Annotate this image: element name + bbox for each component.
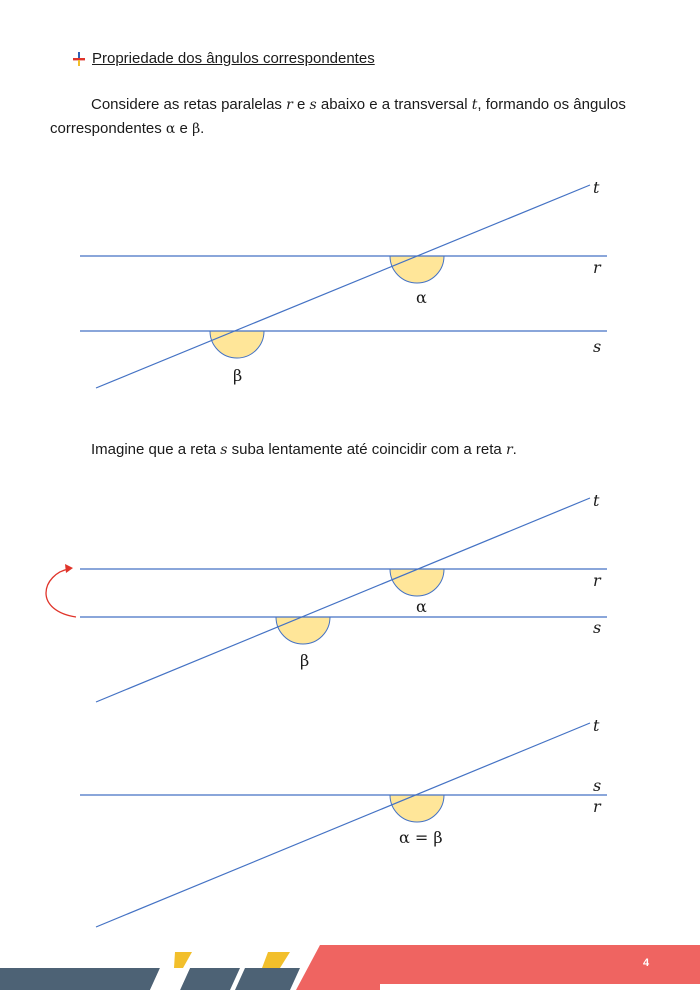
angle-beta-sector — [276, 617, 330, 644]
label-r: r — [593, 571, 601, 590]
text-run: abaixo e a transversal — [316, 96, 472, 113]
colored-pin-icon — [72, 52, 86, 66]
math-alpha: α — [165, 121, 176, 137]
text-run: . — [512, 441, 517, 458]
line-t — [96, 723, 590, 927]
math-s: s — [220, 442, 228, 458]
math-t: t — [471, 97, 478, 113]
figure-coincident-lines — [0, 710, 700, 935]
text-run: . — [200, 120, 205, 137]
math-r: r — [286, 97, 293, 113]
label-beta: β — [233, 366, 243, 385]
text-run: Imagine que a reta — [91, 441, 221, 458]
text-run: suba lentamente até coincidir com a reta — [227, 441, 506, 458]
line-t — [96, 498, 590, 702]
math-beta: β — [192, 121, 201, 137]
math-r: r — [505, 442, 513, 458]
text-run: Considere as retas paralelas — [91, 96, 287, 113]
footer-decoration — [0, 930, 700, 990]
intro-paragraph — [50, 93, 660, 141]
angle-alpha-sector — [390, 569, 444, 596]
figure-parallel-lines — [0, 170, 700, 400]
label-t: t — [593, 491, 600, 510]
label-t: t — [593, 178, 600, 197]
label-s: s — [593, 776, 602, 795]
label-t: t — [593, 716, 600, 735]
angle-equal-sector — [390, 795, 444, 822]
label-alpha: α — [416, 597, 427, 616]
label-alpha-equals-beta: α = β — [399, 828, 443, 847]
label-alpha: α — [416, 288, 427, 307]
figure-moving-line — [0, 485, 700, 710]
second-paragraph — [91, 438, 517, 462]
curved-arrow-up-icon — [46, 564, 76, 617]
page-number: 4 — [642, 957, 650, 969]
angle-alpha-sector — [390, 256, 444, 283]
section-heading — [72, 50, 375, 67]
math-s: s — [309, 97, 317, 113]
angle-beta-sector — [210, 331, 264, 358]
label-beta: β — [300, 651, 310, 670]
line-t — [96, 185, 590, 388]
text-run: , formando os ângulos correspondentes — [50, 96, 626, 137]
label-r: r — [593, 797, 601, 816]
heading-title: Propriedade dos ângulos correspondentes — [92, 50, 375, 67]
label-s: s — [593, 618, 602, 637]
label-s: s — [593, 337, 602, 356]
label-r: r — [593, 258, 601, 277]
text-run: e — [175, 120, 193, 137]
text-run: e — [292, 96, 310, 113]
